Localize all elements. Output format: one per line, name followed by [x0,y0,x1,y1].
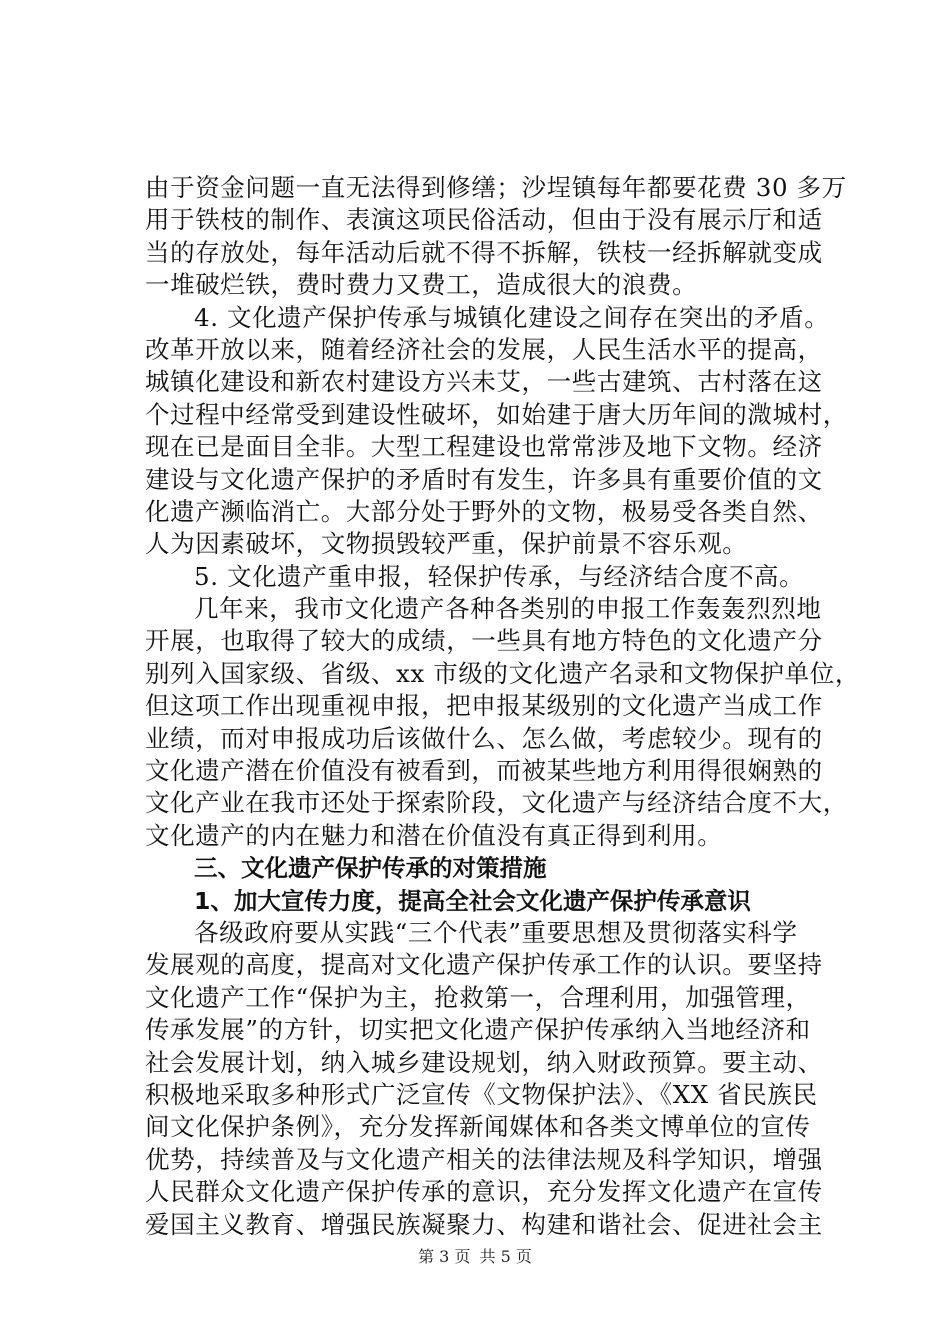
page-total: 共 5 页 [479,1247,532,1266]
text-line: 文化遗产潜在价值没有被看到，而被某些地方利用得很娴熟的 [145,756,823,786]
text-line: 人为因素破坏，文物损毁较严重，保护前景不容乐观。 [145,529,748,559]
text-line: 一堆破烂铁，费时费力又费工，造成很大的浪费。 [145,270,698,300]
text-line: 人民群众文化遗产保护传承的意识，充分发挥文化遗产在宣传 [145,1177,823,1207]
text-line: 文化遗产工作“保护为主，抢救第一，合理利用，加强管理， [145,982,811,1012]
text-line: 优势，持续普及与文化遗产相关的法律法规及科学知识，增强 [145,1144,823,1174]
section-heading: 三、文化遗产保护传承的对策措施 [194,854,547,883]
text-line: 个过程中经常受到建设性破坏，如始建于唐大历年间的溦城村， [145,399,848,429]
text-line: 发展观的高度，提高对文化遗产保护传承工作的认识。要坚持 [145,950,823,980]
text-line: 化遗产濒临消亡。大部分处于野外的文物，极易受各类自然、 [145,496,823,526]
text-line: 建设与文化遗产保护的矛盾时有发生，许多具有重要价值的文 [145,464,823,494]
text-line: 传承发展”的方针，切实把文化遗产保护传承纳入当地经济和 [145,1015,811,1045]
text-line: 用于铁枝的制作、表演这项民俗活动，但由于没有展示厅和适 [145,205,823,235]
text-line: 但这项工作出现重视申报，把申报某级别的文化遗产当成工作 [145,691,823,721]
text-line: 城镇化建设和新农村建设方兴未艾，一些古建筑、古村落在这 [145,367,823,397]
text-line: 间文化保护条例》，充分发挥新闻媒体和各类文博单位的宣传 [145,1112,811,1142]
subsection-heading: 1、加大宣传力度，提高全社会文化遗产保护传承意识 [194,886,751,915]
page-footer [0,1244,950,1267]
text-line: 文化遗产的内在魅力和潜在价值没有真正得到利用。 [145,820,723,850]
text-line: 改革开放以来，随着经济社会的发展，人民生活水平的提高， [145,334,823,364]
text-line: 社会发展计划，纳入城乡建设规划，纳入财政预算。要主动、 [145,1047,823,1077]
text-line: 现在已是面目全非。大型工程建设也常常涉及地下文物。经济 [145,432,823,462]
paragraph-start: 各级政府要从实践“三个代表”重要思想及贯彻落实科学 [194,917,798,947]
text-line: 业绩，而对申报成功后该做什么、怎么做，考虑较少。现有的 [145,723,823,753]
text-line: 文化产业在我市还处于探索阶段，文化遗产与经济结合度不大， [145,788,848,818]
text-line: 开展，也取得了较大的成绩，一些具有地方特色的文化遗产分 [145,626,823,656]
text-line: 由于资金问题一直无法得到修缮；沙埕镇每年都要花费 30 多万 [145,173,847,202]
text-line: 积极地采取多种形式广泛宣传《文物保护法》、《XX 省民族民 [145,1079,818,1109]
page-number: 第 3 页 [418,1247,471,1266]
section-item-4: 4. 文化遗产保护传承与城镇化建设之间存在突出的矛盾。 [194,302,830,332]
section-item-5: 5. 文化遗产重申报，轻保护传承，与经济结合度不高。 [194,561,805,591]
text-line: 当的存放处，每年活动后就不得不拆解，铁枝一经拆解就变成 [145,237,823,267]
text-line: 别列入国家级、省级、xx 市级的文化遗产名录和文物保护单位， [145,658,860,688]
paragraph-start: 几年来，我市文化遗产各种各类别的申报工作轰轰烈烈地 [194,594,822,624]
text-line: 爱国主义教育、增强民族凝聚力、构建和谐社会、促进社会主 [145,1209,823,1239]
document-body [145,172,860,1241]
